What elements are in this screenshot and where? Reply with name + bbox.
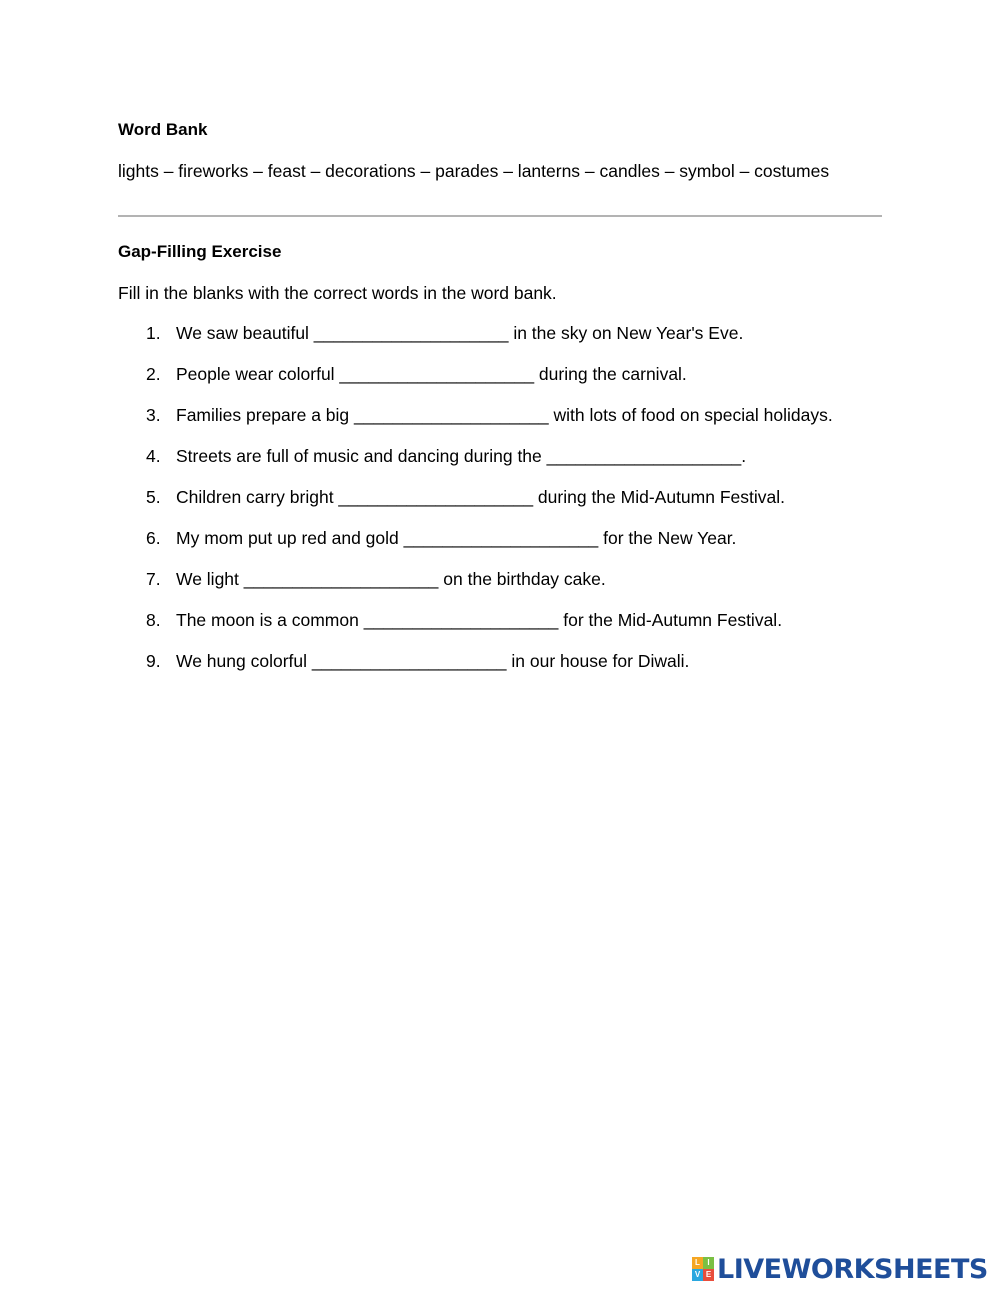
- question-number: 8.: [146, 610, 161, 630]
- question-number: 4.: [146, 446, 161, 466]
- question-number: 3.: [146, 405, 161, 425]
- logo-mark-letter: I: [703, 1257, 714, 1269]
- word-bank-title: Word Bank: [118, 120, 208, 139]
- question-text[interactable]: We light ____________________ on the birthday cake.: [176, 569, 606, 589]
- section-divider: [118, 215, 882, 217]
- logo-mark-letter: V: [692, 1269, 703, 1281]
- question-number: 9.: [146, 651, 161, 671]
- question-text[interactable]: We hung colorful ____________________ in our house for Diwali.: [176, 651, 690, 671]
- exercise-title: Gap-Filling Exercise: [118, 242, 282, 261]
- question-text[interactable]: We saw beautiful ____________________ in the sky on New Year's Eve.: [176, 323, 744, 343]
- question-number: 5.: [146, 487, 161, 507]
- question-number: 2.: [146, 364, 161, 384]
- logo-mark-icon: [692, 1257, 714, 1281]
- word-bank-list: lights – fireworks – feast – decorations – parades – lanterns – candles – symbol – costumes: [118, 161, 830, 181]
- question-number: 1.: [146, 323, 161, 343]
- question-text[interactable]: Streets are full of music and dancing during the ____________________.: [176, 446, 747, 466]
- logo-mark-letter: L: [692, 1257, 703, 1269]
- logo-mark-letter: E: [703, 1269, 714, 1281]
- exercise-instructions: Fill in the blanks with the correct words in the word bank.: [118, 283, 557, 303]
- question-text[interactable]: Children carry bright ____________________ during the Mid-Autumn Festival.: [176, 487, 785, 507]
- question-text[interactable]: The moon is a common ____________________ for the Mid-Autumn Festival.: [176, 610, 783, 630]
- question-text[interactable]: Families prepare a big ____________________ with lots of food on special holidays.: [176, 405, 833, 425]
- question-text[interactable]: People wear colorful ____________________ during the carnival.: [176, 364, 687, 384]
- liveworksheets-logo[interactable]: [692, 1254, 988, 1284]
- question-number: 6.: [146, 528, 161, 548]
- question-text[interactable]: My mom put up red and gold ____________________ for the New Year.: [176, 528, 737, 548]
- question-number: 7.: [146, 569, 161, 589]
- logo-text: LIVEWORKSHEETS: [717, 1253, 988, 1285]
